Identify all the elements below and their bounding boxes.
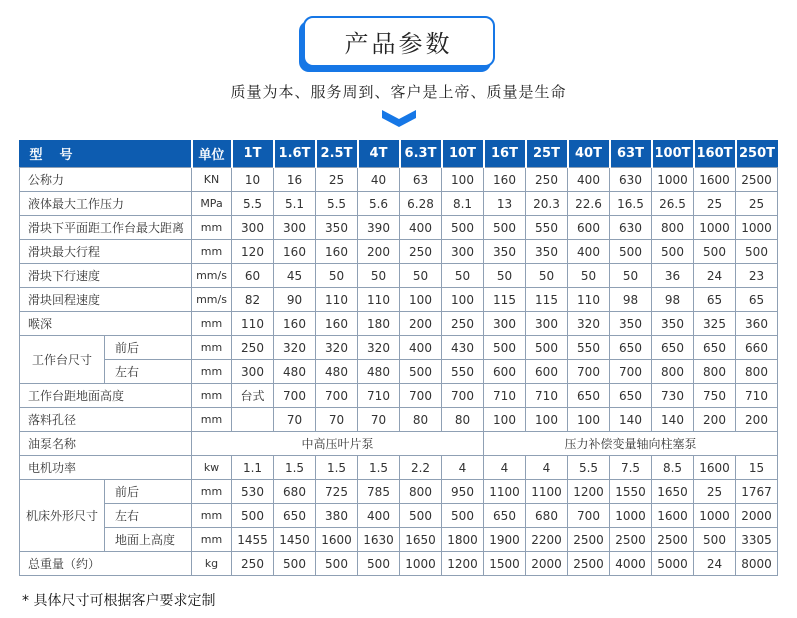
value-cell: 710 (484, 384, 526, 408)
value-cell: 400 (400, 336, 442, 360)
value-cell: 700 (274, 384, 316, 408)
value-cell: 400 (568, 240, 610, 264)
value-cell: 550 (568, 336, 610, 360)
value-cell: 1000 (736, 216, 778, 240)
value-cell: 50 (568, 264, 610, 288)
value-cell: 500 (274, 552, 316, 576)
row-label: 液体最大工作压力 (19, 192, 191, 216)
spec-table-body (19, 168, 777, 576)
unit-cell: mm/s (192, 288, 232, 312)
value-cell: 100 (526, 408, 568, 432)
slogan-text: 质量为本、服务周到、客户是上帝、质量是生命 (230, 83, 567, 101)
value-cell: 50 (526, 264, 568, 288)
value-cell: 700 (400, 384, 442, 408)
column-header: 63T (610, 140, 652, 168)
value-cell: 45 (274, 264, 316, 288)
value-cell: 500 (694, 240, 736, 264)
unit-header-cell: 单位 (192, 140, 232, 168)
value-cell: 320 (316, 336, 358, 360)
value-cell: 200 (736, 408, 778, 432)
value-cell: 600 (568, 216, 610, 240)
value-cell: 700 (610, 360, 652, 384)
value-cell: 25 (736, 192, 778, 216)
value-cell: 2000 (736, 504, 778, 528)
value-cell: 250 (400, 240, 442, 264)
value-cell: 500 (316, 552, 358, 576)
value-cell: 40 (358, 168, 400, 192)
value-cell: 300 (484, 312, 526, 336)
row-label: 落料孔径 (19, 408, 191, 432)
table-row (19, 336, 777, 360)
value-cell: 2500 (610, 528, 652, 552)
value-cell: 1550 (610, 480, 652, 504)
footnote: * 具体尺寸可根据客户要求定制 (22, 593, 216, 609)
value-cell: 2500 (736, 168, 778, 192)
value-cell: 160 (274, 312, 316, 336)
value-cell: 400 (400, 216, 442, 240)
row-sublabel: 前后 (104, 480, 191, 504)
value-cell: 98 (652, 288, 694, 312)
column-header: 4T (358, 140, 400, 168)
value-cell: 700 (568, 504, 610, 528)
value-cell: 110 (568, 288, 610, 312)
value-cell: 400 (568, 168, 610, 192)
value-cell: 22.6 (568, 192, 610, 216)
table-row (19, 216, 777, 240)
value-cell: 320 (568, 312, 610, 336)
value-cell: 82 (232, 288, 274, 312)
spec-table-head (19, 140, 777, 168)
value-cell (232, 408, 274, 432)
row-label: 滑块回程速度 (19, 288, 191, 312)
value-cell: 1800 (442, 528, 484, 552)
value-cell: 710 (358, 384, 400, 408)
unit-cell: mm (192, 336, 232, 360)
value-cell: 24 (694, 264, 736, 288)
value-cell: 500 (400, 360, 442, 384)
value-cell: 180 (358, 312, 400, 336)
value-cell: 160 (316, 240, 358, 264)
table-header-row (19, 140, 777, 168)
value-cell: 325 (694, 312, 736, 336)
unit-cell: mm (192, 312, 232, 336)
value-cell: 660 (736, 336, 778, 360)
value-cell: 650 (652, 336, 694, 360)
value-cell: 2000 (526, 552, 568, 576)
value-cell: 600 (484, 360, 526, 384)
value-cell: 680 (526, 504, 568, 528)
row-sublabel: 地面上高度 (104, 528, 191, 552)
value-cell: 500 (694, 528, 736, 552)
value-cell: 80 (400, 408, 442, 432)
value-cell: 50 (442, 264, 484, 288)
value-cell: 13 (484, 192, 526, 216)
value-cell: 2500 (568, 528, 610, 552)
value-cell: 8.1 (442, 192, 484, 216)
value-cell: 6.28 (400, 192, 442, 216)
value-cell: 1500 (484, 552, 526, 576)
value-cell: 1767 (736, 480, 778, 504)
value-cell: 25 (316, 168, 358, 192)
value-cell: 480 (358, 360, 400, 384)
value-cell: 700 (568, 360, 610, 384)
table-row (19, 384, 777, 408)
value-cell: 1.5 (316, 456, 358, 480)
table-row (19, 480, 777, 504)
value-cell: 1.5 (358, 456, 400, 480)
unit-cell: mm (192, 504, 232, 528)
value-cell: 15 (736, 456, 778, 480)
table-row (19, 312, 777, 336)
value-cell: 3305 (736, 528, 778, 552)
value-cell: 1100 (526, 480, 568, 504)
value-cell: 1450 (274, 528, 316, 552)
value-cell: 800 (400, 480, 442, 504)
value-cell: 140 (610, 408, 652, 432)
value-cell: 5.1 (274, 192, 316, 216)
value-cell: 23 (736, 264, 778, 288)
value-cell: 16 (274, 168, 316, 192)
column-header: 100T (652, 140, 694, 168)
value-cell: 1600 (694, 456, 736, 480)
value-cell: 7.5 (610, 456, 652, 480)
value-cell: 430 (442, 336, 484, 360)
value-cell: 2200 (526, 528, 568, 552)
table-row (19, 456, 777, 480)
value-cell: 26.5 (652, 192, 694, 216)
section-title-banner (303, 16, 495, 67)
value-cell: 100 (442, 288, 484, 312)
column-header: 40T (568, 140, 610, 168)
table-row (19, 288, 777, 312)
value-cell: 650 (274, 504, 316, 528)
value-cell: 4 (442, 456, 484, 480)
unit-cell: mm (192, 480, 232, 504)
value-cell: 4 (484, 456, 526, 480)
value-cell: 110 (316, 288, 358, 312)
value-cell: 1000 (652, 168, 694, 192)
value-cell: 36 (652, 264, 694, 288)
value-cell: 100 (484, 408, 526, 432)
value-cell: 2500 (568, 552, 610, 576)
value-cell: 5.6 (358, 192, 400, 216)
unit-cell: mm (192, 360, 232, 384)
value-cell: 1600 (316, 528, 358, 552)
value-cell: 115 (526, 288, 568, 312)
value-cell: 160 (484, 168, 526, 192)
hero-section (0, 0, 797, 130)
value-cell: 110 (232, 312, 274, 336)
value-cell: 500 (442, 216, 484, 240)
value-cell: 750 (694, 384, 736, 408)
value-cell: 1600 (652, 504, 694, 528)
column-header: 10T (442, 140, 484, 168)
column-header: 2.5T (316, 140, 358, 168)
value-cell: 200 (400, 312, 442, 336)
value-cell: 110 (358, 288, 400, 312)
value-cell: 1000 (694, 504, 736, 528)
value-cell: 10 (232, 168, 274, 192)
value-cell: 100 (400, 288, 442, 312)
unit-cell: kg (192, 552, 232, 576)
table-row (19, 504, 777, 528)
value-cell: 500 (652, 240, 694, 264)
value-cell: 480 (316, 360, 358, 384)
value-cell: 550 (442, 360, 484, 384)
value-cell: 5.5 (568, 456, 610, 480)
value-cell: 台式 (232, 384, 274, 408)
value-cell: 650 (568, 384, 610, 408)
table-row (19, 432, 777, 456)
value-cell: 1000 (694, 216, 736, 240)
value-cell: 320 (274, 336, 316, 360)
unit-cell: KN (192, 168, 232, 192)
value-cell: 5.5 (316, 192, 358, 216)
row-sublabel: 左右 (104, 360, 191, 384)
value-cell: 5.5 (232, 192, 274, 216)
value-cell: 390 (358, 216, 400, 240)
value-cell: 140 (652, 408, 694, 432)
value-cell: 300 (274, 216, 316, 240)
value-cell: 710 (736, 384, 778, 408)
unit-cell: mm (192, 384, 232, 408)
value-cell: 1650 (400, 528, 442, 552)
value-cell: 785 (358, 480, 400, 504)
value-cell: 90 (274, 288, 316, 312)
value-cell: 1200 (442, 552, 484, 576)
value-cell: 160 (274, 240, 316, 264)
value-cell: 2.2 (400, 456, 442, 480)
value-cell: 350 (610, 312, 652, 336)
pump-name-cell: 中高压叶片泵 (192, 432, 484, 456)
row-label: 滑块下行速度 (19, 264, 191, 288)
value-cell: 600 (526, 360, 568, 384)
value-cell: 25 (694, 192, 736, 216)
value-cell: 380 (316, 504, 358, 528)
table-row (19, 528, 777, 552)
value-cell: 500 (484, 336, 526, 360)
row-label: 公称力 (19, 168, 191, 192)
value-cell: 550 (526, 216, 568, 240)
value-cell: 1000 (610, 504, 652, 528)
value-cell: 25 (694, 480, 736, 504)
value-cell: 16.5 (610, 192, 652, 216)
value-cell: 5000 (652, 552, 694, 576)
row-label: 电机功率 (19, 456, 191, 480)
value-cell: 500 (442, 504, 484, 528)
value-cell: 50 (400, 264, 442, 288)
value-cell: 100 (568, 408, 610, 432)
value-cell: 350 (652, 312, 694, 336)
value-cell: 1200 (568, 480, 610, 504)
value-cell: 700 (442, 384, 484, 408)
value-cell: 650 (610, 336, 652, 360)
value-cell: 20.3 (526, 192, 568, 216)
value-cell: 350 (316, 216, 358, 240)
value-cell: 650 (694, 336, 736, 360)
value-cell: 98 (610, 288, 652, 312)
value-cell: 70 (316, 408, 358, 432)
value-cell: 115 (484, 288, 526, 312)
unit-cell: mm/s (192, 264, 232, 288)
value-cell: 500 (610, 240, 652, 264)
value-cell: 350 (526, 240, 568, 264)
value-cell: 8.5 (652, 456, 694, 480)
value-cell: 8000 (736, 552, 778, 576)
row-group-label: 工作台尺寸 (19, 336, 104, 384)
value-cell: 70 (274, 408, 316, 432)
model-header-cell: 型 号 (19, 140, 191, 168)
value-cell: 250 (442, 312, 484, 336)
value-cell: 500 (736, 240, 778, 264)
value-cell: 500 (232, 504, 274, 528)
row-sublabel: 左右 (104, 504, 191, 528)
value-cell: 200 (358, 240, 400, 264)
table-row (19, 168, 777, 192)
value-cell: 700 (316, 384, 358, 408)
value-cell: 1455 (232, 528, 274, 552)
row-label: 油泵名称 (19, 432, 191, 456)
unit-cell: mm (192, 216, 232, 240)
column-header: 250T (736, 140, 778, 168)
chevron-down-icon (0, 110, 797, 130)
value-cell: 1100 (484, 480, 526, 504)
value-cell: 65 (736, 288, 778, 312)
row-sublabel: 前后 (104, 336, 191, 360)
row-label: 滑块下平面距工作台最大距离 (19, 216, 191, 240)
value-cell: 1650 (652, 480, 694, 504)
value-cell: 800 (652, 216, 694, 240)
value-cell: 730 (652, 384, 694, 408)
value-cell: 630 (610, 216, 652, 240)
value-cell: 500 (358, 552, 400, 576)
value-cell: 200 (694, 408, 736, 432)
value-cell: 300 (442, 240, 484, 264)
pump-name-cell: 压力补偿变量轴向柱塞泵 (484, 432, 778, 456)
table-row (19, 264, 777, 288)
value-cell: 400 (358, 504, 400, 528)
value-cell: 680 (274, 480, 316, 504)
row-group-label: 机床外形尺寸 (19, 480, 104, 552)
value-cell: 530 (232, 480, 274, 504)
unit-cell: mm (192, 528, 232, 552)
row-label: 工作台距地面高度 (19, 384, 191, 408)
value-cell: 800 (652, 360, 694, 384)
value-cell: 4 (526, 456, 568, 480)
value-cell: 63 (400, 168, 442, 192)
value-cell: 2500 (652, 528, 694, 552)
column-header: 16T (484, 140, 526, 168)
table-row (19, 408, 777, 432)
value-cell: 800 (736, 360, 778, 384)
value-cell: 100 (442, 168, 484, 192)
column-header: 1.6T (274, 140, 316, 168)
value-cell: 300 (232, 216, 274, 240)
value-cell: 1630 (358, 528, 400, 552)
value-cell: 24 (694, 552, 736, 576)
table-row (19, 240, 777, 264)
value-cell: 50 (316, 264, 358, 288)
value-cell: 250 (526, 168, 568, 192)
value-cell: 710 (526, 384, 568, 408)
value-cell: 350 (484, 240, 526, 264)
unit-cell: mm (192, 240, 232, 264)
value-cell: 250 (232, 336, 274, 360)
value-cell: 1.5 (274, 456, 316, 480)
value-cell: 1900 (484, 528, 526, 552)
value-cell: 65 (694, 288, 736, 312)
value-cell: 500 (484, 216, 526, 240)
row-label: 喉深 (19, 312, 191, 336)
value-cell: 300 (526, 312, 568, 336)
table-row (19, 552, 777, 576)
unit-cell: kw (192, 456, 232, 480)
value-cell: 70 (358, 408, 400, 432)
value-cell: 480 (274, 360, 316, 384)
value-cell: 160 (316, 312, 358, 336)
table-row (19, 360, 777, 384)
value-cell: 500 (526, 336, 568, 360)
spec-table (19, 140, 778, 576)
value-cell: 320 (358, 336, 400, 360)
value-cell: 950 (442, 480, 484, 504)
value-cell: 1.1 (232, 456, 274, 480)
unit-cell: mm (192, 408, 232, 432)
page-title: 产品参数 (344, 30, 453, 58)
row-label: 总重量（约） (19, 552, 191, 576)
column-header: 6.3T (400, 140, 442, 168)
column-header: 25T (526, 140, 568, 168)
value-cell: 650 (610, 384, 652, 408)
value-cell: 1600 (694, 168, 736, 192)
table-row (19, 192, 777, 216)
value-cell: 250 (232, 552, 274, 576)
value-cell: 800 (694, 360, 736, 384)
value-cell: 50 (610, 264, 652, 288)
value-cell: 50 (484, 264, 526, 288)
value-cell: 300 (232, 360, 274, 384)
value-cell: 1000 (400, 552, 442, 576)
value-cell: 60 (232, 264, 274, 288)
value-cell: 500 (400, 504, 442, 528)
column-header: 1T (232, 140, 274, 168)
value-cell: 630 (610, 168, 652, 192)
value-cell: 120 (232, 240, 274, 264)
value-cell: 50 (358, 264, 400, 288)
value-cell: 4000 (610, 552, 652, 576)
row-label: 滑块最大行程 (19, 240, 191, 264)
value-cell: 80 (442, 408, 484, 432)
value-cell: 725 (316, 480, 358, 504)
unit-cell: MPa (192, 192, 232, 216)
column-header: 160T (694, 140, 736, 168)
value-cell: 650 (484, 504, 526, 528)
value-cell: 360 (736, 312, 778, 336)
